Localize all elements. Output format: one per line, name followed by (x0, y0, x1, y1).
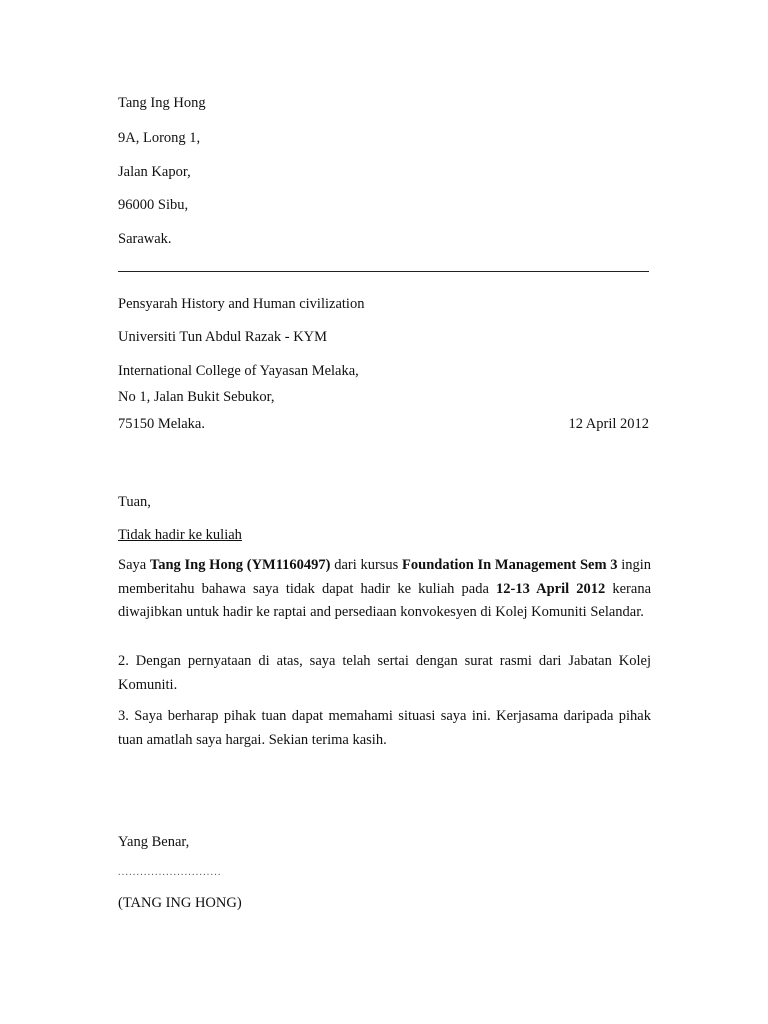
body-paragraph-3: 3. Saya berharap pihak tuan dapat memahami situasi saya ini. Kerjasama daripada pihak tuan amatlah saya hargai. Sekian terima kasih. (118, 708, 651, 748)
sender-address-line4: Sarawak. (118, 231, 172, 247)
p1-text-c: ingin memberitahu bahawa saya tidak dapat hadir ke kuliah pada (118, 557, 651, 597)
recipient-line4: No 1, Jalan Bukit Sebukor, (118, 389, 275, 405)
subject-line: Tidak hadir ke kuliah (118, 527, 242, 543)
closing: Yang Benar, (118, 834, 190, 850)
letter-date: 12 April 2012 (568, 416, 649, 432)
recipient-line2: Universiti Tun Abdul Razak - KYM (118, 329, 328, 345)
body-paragraph-2: 2. Dengan pernyataan di atas, saya telah sertai dengan surat rasmi dari Jabatan Kolej Komuniti. (118, 653, 651, 693)
p1-text-a: Saya (118, 557, 150, 573)
sender-address-line3: 96000 Sibu, (118, 197, 189, 213)
recipient-line1: Pensyarah History and Human civilization (118, 296, 365, 312)
p1-student-name: Tang Ing Hong (YM1160497) (149, 557, 331, 573)
p1-dates: 12-13 April 2012 (495, 580, 606, 597)
recipient-line5: 75150 Melaka. (118, 416, 205, 432)
body-paragraph-1 (118, 554, 651, 625)
p1-text-d: kerana diwajibkan untuk hadir ke raptai and persediaan konvokesyen di Kolej Komuniti Selandar. (118, 580, 652, 620)
signature-dots: ............................ (118, 867, 222, 878)
sender-address-line2: Jalan Kapor, (118, 164, 191, 180)
salutation: Tuan, (118, 494, 151, 510)
p1-text-b: dari kursus (330, 557, 403, 573)
sender-name: Tang Ing Hong (118, 95, 206, 111)
recipient-line3: International College of Yayasan Melaka, (118, 363, 359, 379)
sender-address-line1: 9A, Lorong 1, (118, 130, 201, 146)
signature-name: (TANG ING HONG) (118, 895, 242, 911)
separator-line (118, 271, 649, 272)
p1-course-name: Foundation In Management Sem 3 (402, 557, 618, 573)
